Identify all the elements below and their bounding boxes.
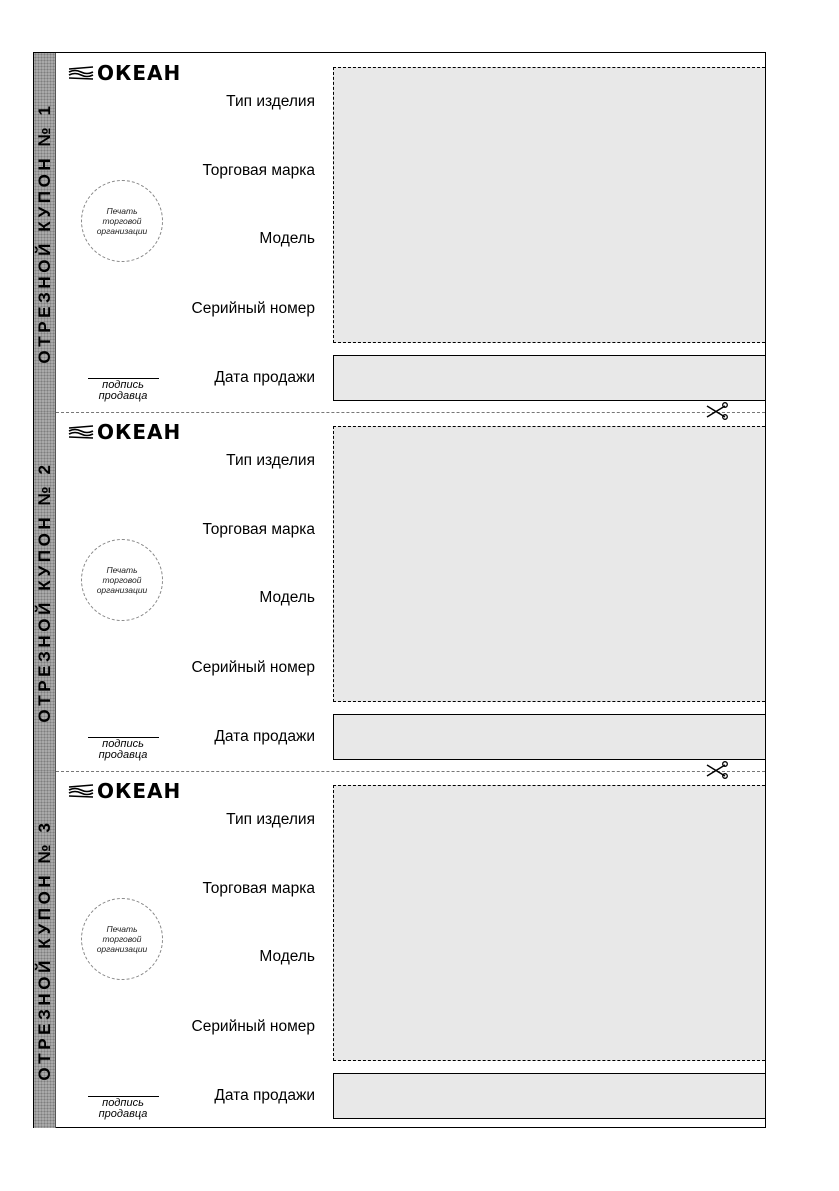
brand-name: ОКЕАН [97, 779, 182, 803]
signature-caption: подпись продавца [98, 379, 148, 402]
sale-date-field[interactable] [333, 714, 765, 760]
brand-name: ОКЕАН [97, 61, 182, 85]
label-product-type: Тип изделия [226, 93, 315, 110]
waves-logo-icon [68, 425, 94, 439]
sale-date-field[interactable] [333, 355, 765, 401]
product-info-field[interactable] [333, 785, 765, 1061]
warranty-coupon-sheet [33, 52, 766, 1128]
brand-logo [68, 781, 181, 801]
coupon-strip-title: ОТРЕЗНОЙ КУПОН № 2 [34, 460, 54, 723]
signature-caption: подпись продавца [98, 738, 148, 761]
waves-logo-icon [68, 784, 94, 798]
stamp-text: Печать торговой организации [96, 565, 148, 595]
label-serial-number: Серийный номер [191, 1018, 315, 1035]
coupon-strip-title: ОТРЕЗНОЙ КУПОН № 1 [34, 101, 54, 364]
stamp-text: Печать торговой организации [96, 206, 148, 236]
label-serial-number: Серийный номер [191, 300, 315, 317]
waves-logo-icon [68, 66, 94, 80]
coupon-side-strip [34, 771, 56, 1128]
label-model: Модель [259, 948, 315, 965]
brand-name: ОКЕАН [97, 420, 182, 444]
coupon-3 [34, 771, 765, 1128]
brand-logo [68, 63, 181, 83]
label-model: Модель [259, 589, 315, 606]
coupon-side-strip [34, 412, 56, 771]
sale-date-field[interactable] [333, 1073, 765, 1119]
label-product-type: Тип изделия [226, 452, 315, 469]
store-stamp-area [81, 898, 163, 980]
coupon-2 [34, 412, 765, 771]
store-stamp-area [81, 180, 163, 262]
label-serial-number: Серийный номер [191, 659, 315, 676]
label-sale-date: Дата продажи [214, 369, 315, 386]
product-info-field[interactable] [333, 67, 765, 343]
label-model: Модель [259, 230, 315, 247]
stamp-text: Печать торговой организации [96, 924, 148, 954]
brand-logo [68, 422, 181, 442]
coupon-side-strip [34, 53, 56, 412]
signature-caption: подпись продавца [98, 1097, 148, 1120]
label-product-type: Тип изделия [226, 811, 315, 828]
label-trademark: Торговая марка [202, 162, 315, 179]
label-sale-date: Дата продажи [214, 1087, 315, 1104]
product-info-field[interactable] [333, 426, 765, 702]
coupon-1 [34, 53, 765, 412]
label-trademark: Торговая марка [202, 880, 315, 897]
label-trademark: Торговая марка [202, 521, 315, 538]
coupon-strip-title: ОТРЕЗНОЙ КУПОН № 3 [34, 818, 54, 1081]
label-sale-date: Дата продажи [214, 728, 315, 745]
store-stamp-area [81, 539, 163, 621]
